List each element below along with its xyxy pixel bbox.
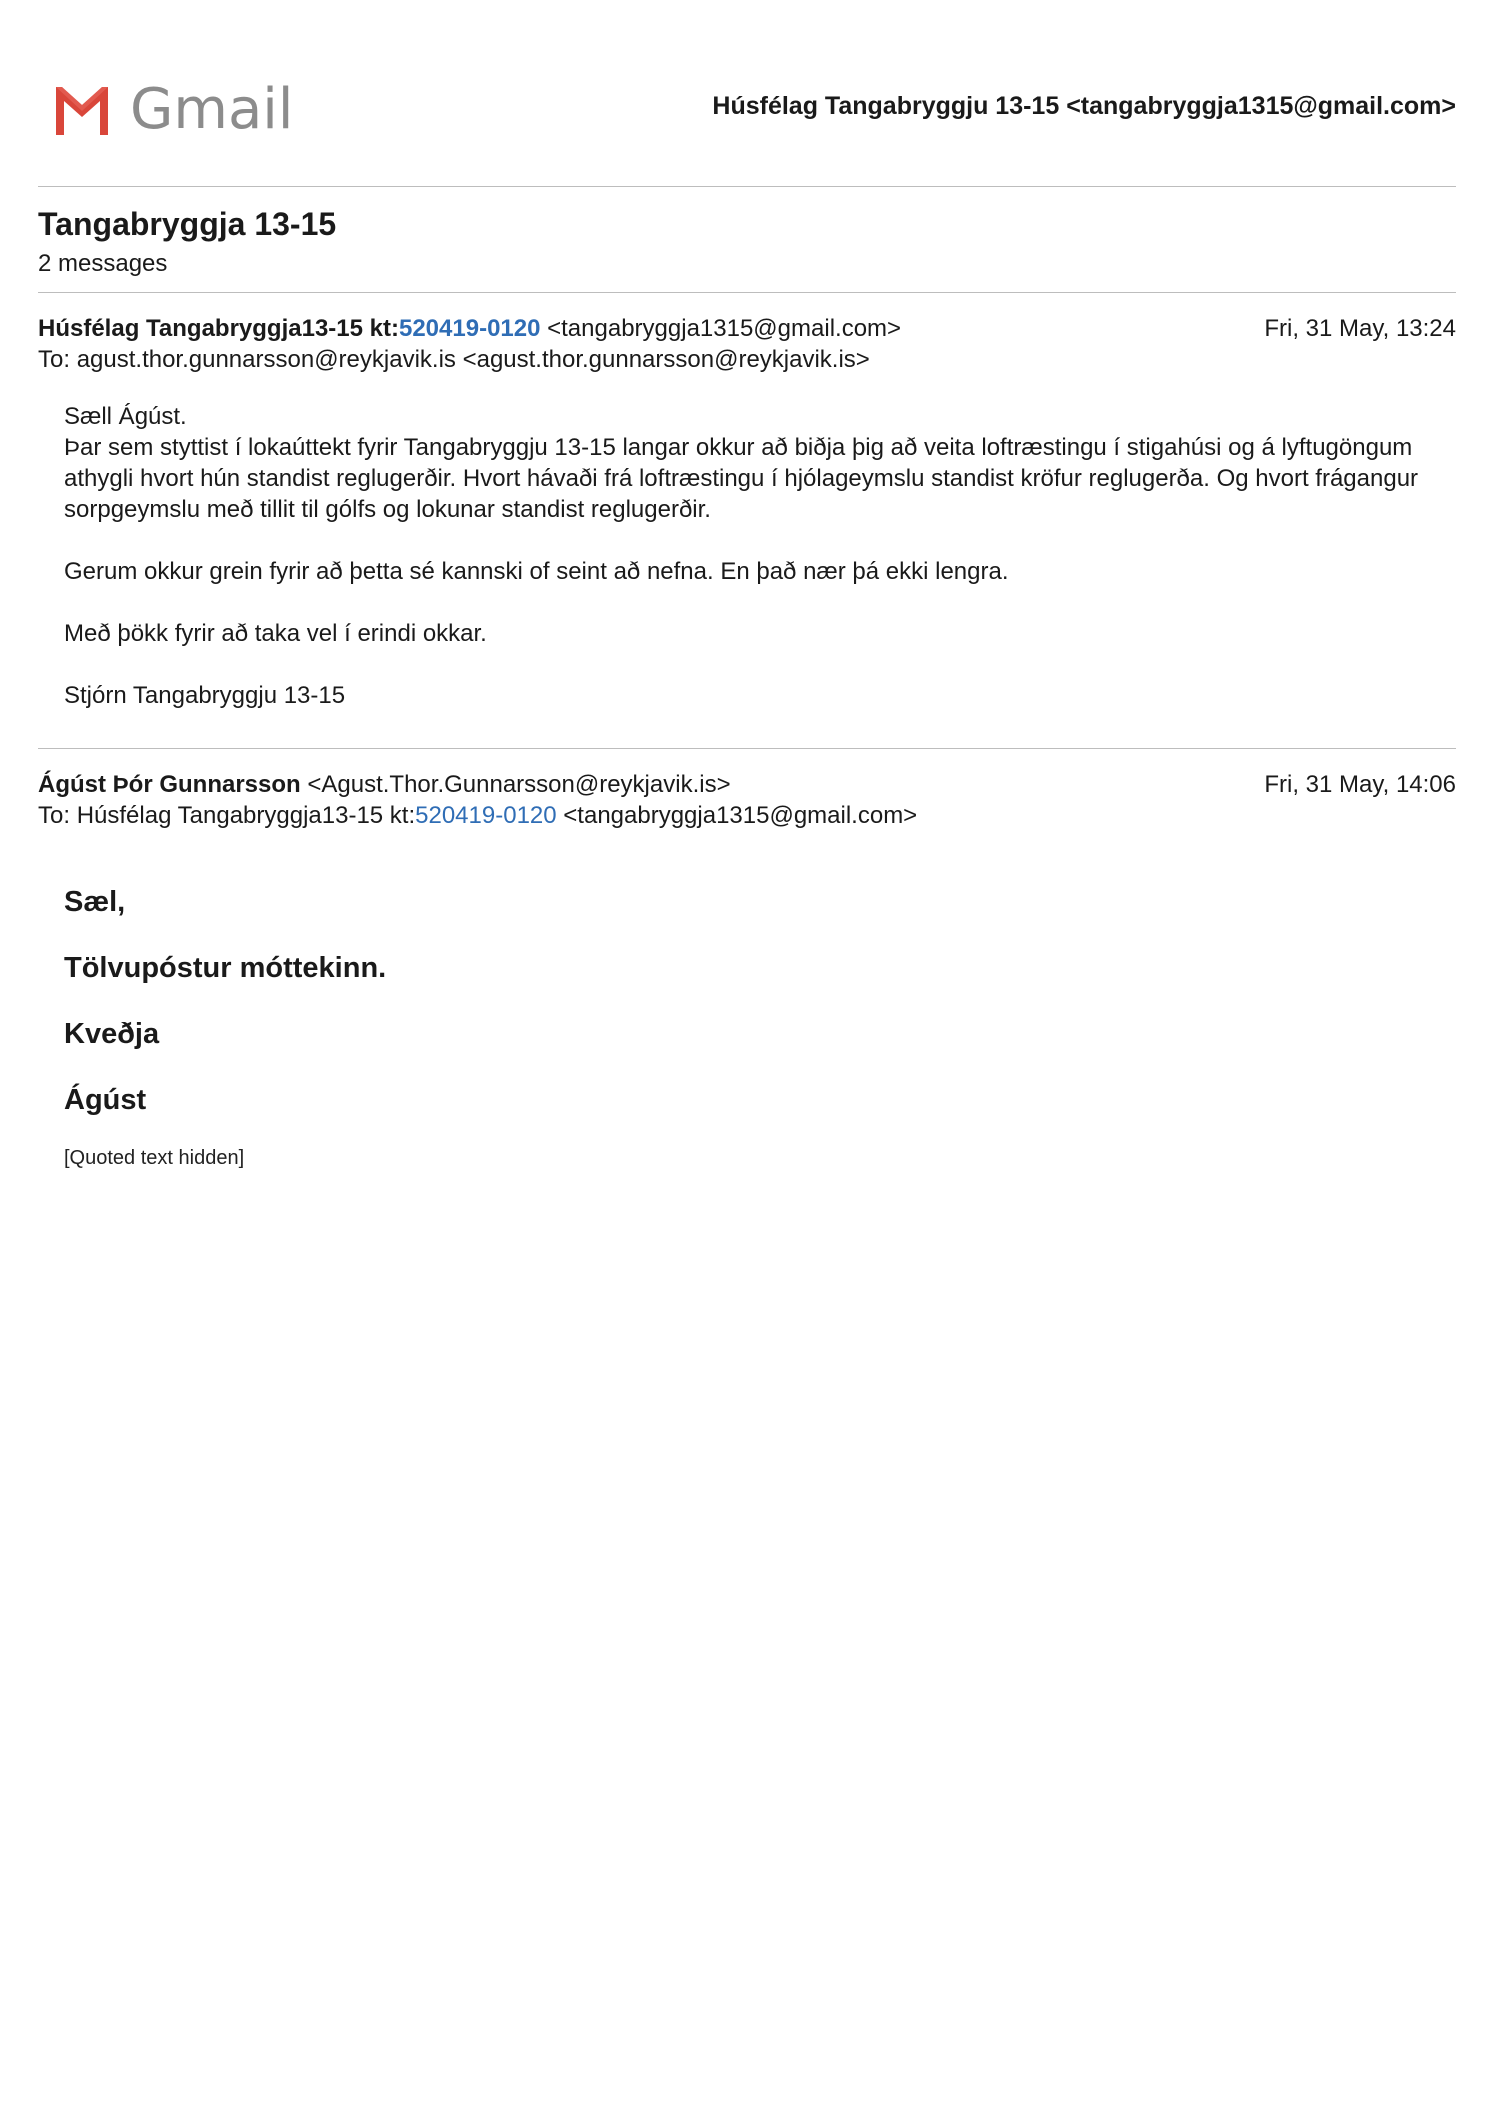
message-2-to-kt-link[interactable]: 520419-0120	[415, 802, 557, 829]
message-1-from-line	[38, 313, 1456, 344]
gmail-m-logo-icon	[50, 79, 114, 139]
message-1-header	[38, 313, 1456, 375]
message-2-sender-name: Ágúst Þór Gunnarsson	[38, 771, 301, 798]
header-divider	[38, 186, 1456, 187]
message-2-to-name: Húsfélag Tangabryggja13-15 kt:	[76, 802, 416, 829]
message-2-header	[38, 769, 1456, 831]
message-1-signature: Stjórn Tangabryggju 13-15	[64, 682, 346, 709]
gmail-wordmark: Gmail	[130, 76, 294, 142]
thread-subject: Tangabryggja 13-15	[38, 206, 337, 242]
message-1-sender-name: Húsfélag Tangabryggja13-15 kt:	[38, 315, 399, 342]
message-1-paragraph-2: Gerum okkur grein fyrir að þetta sé kannski of seint að nefna. En það nær þá ekki lengra.	[64, 558, 1009, 585]
message-1-date: Fri, 31 May, 13:24	[1264, 315, 1456, 342]
quoted-text-hidden[interactable]: [Quoted text hidden]	[64, 1147, 245, 1169]
message-1-sender-email: <tangabryggja1315@gmail.com>	[547, 315, 902, 342]
gmail-print-page	[38, 0, 1456, 2121]
message-divider	[38, 748, 1456, 749]
thread-divider	[38, 292, 1456, 293]
message-count: 2 messages	[38, 250, 168, 277]
message-2-date: Fri, 31 May, 14:06	[1264, 771, 1456, 798]
message-1-sender-kt-link[interactable]: 520419-0120	[398, 315, 541, 342]
message-2-to-line	[38, 800, 1456, 831]
gmail-logo	[50, 74, 293, 144]
message-2-line-3: Kveðja	[64, 1018, 160, 1050]
message-2-line-1: Sæl,	[64, 886, 126, 918]
message-1-greeting: Sæll Ágúst.	[64, 403, 187, 430]
message-2-line-2: Tölvupóstur móttekinn.	[64, 952, 387, 984]
message-2-from-line	[38, 769, 1456, 800]
message-1-paragraph-1: Þar sem styttist í lokaúttekt fyrir Tangabryggju 13-15 langar okkur að biðja þig að veita loftræstingu í stigahúsi og á lyftugöngum athygli hvort hún standist reglugerðir. Hvort hávaði frá loftræstingu í hjólageymslu standist kröfur reglugerða. Og hvort frágangur sorpgeymslu með tillit til gólfs og lokunar standist reglugerðir.	[64, 434, 1419, 523]
message-2-to-email: <tangabryggja1315@gmail.com>	[563, 802, 918, 829]
message-1-body	[64, 401, 1444, 742]
message-1-to-value: agust.thor.gunnarsson@reykjavik.is <agust.thor.gunnarsson@reykjavik.is>	[76, 346, 870, 373]
message-1-paragraph-3: Með þökk fyrir að taka vel í erindi okkar.	[64, 620, 487, 647]
print-header	[38, 68, 1456, 148]
message-2-body	[64, 887, 1364, 1170]
message-1-to-line	[38, 344, 1456, 375]
message-1-to-label: To:	[38, 346, 77, 373]
account-address: Húsfélag Tangabryggju 13-15 <tangabryggja1315@gmail.com>	[712, 92, 1456, 120]
message-2-sender-email: <Agust.Thor.Gunnarsson@reykjavik.is>	[307, 771, 731, 798]
message-2-to-label: To:	[38, 802, 77, 829]
message-2-line-4: Ágúst	[64, 1084, 147, 1116]
